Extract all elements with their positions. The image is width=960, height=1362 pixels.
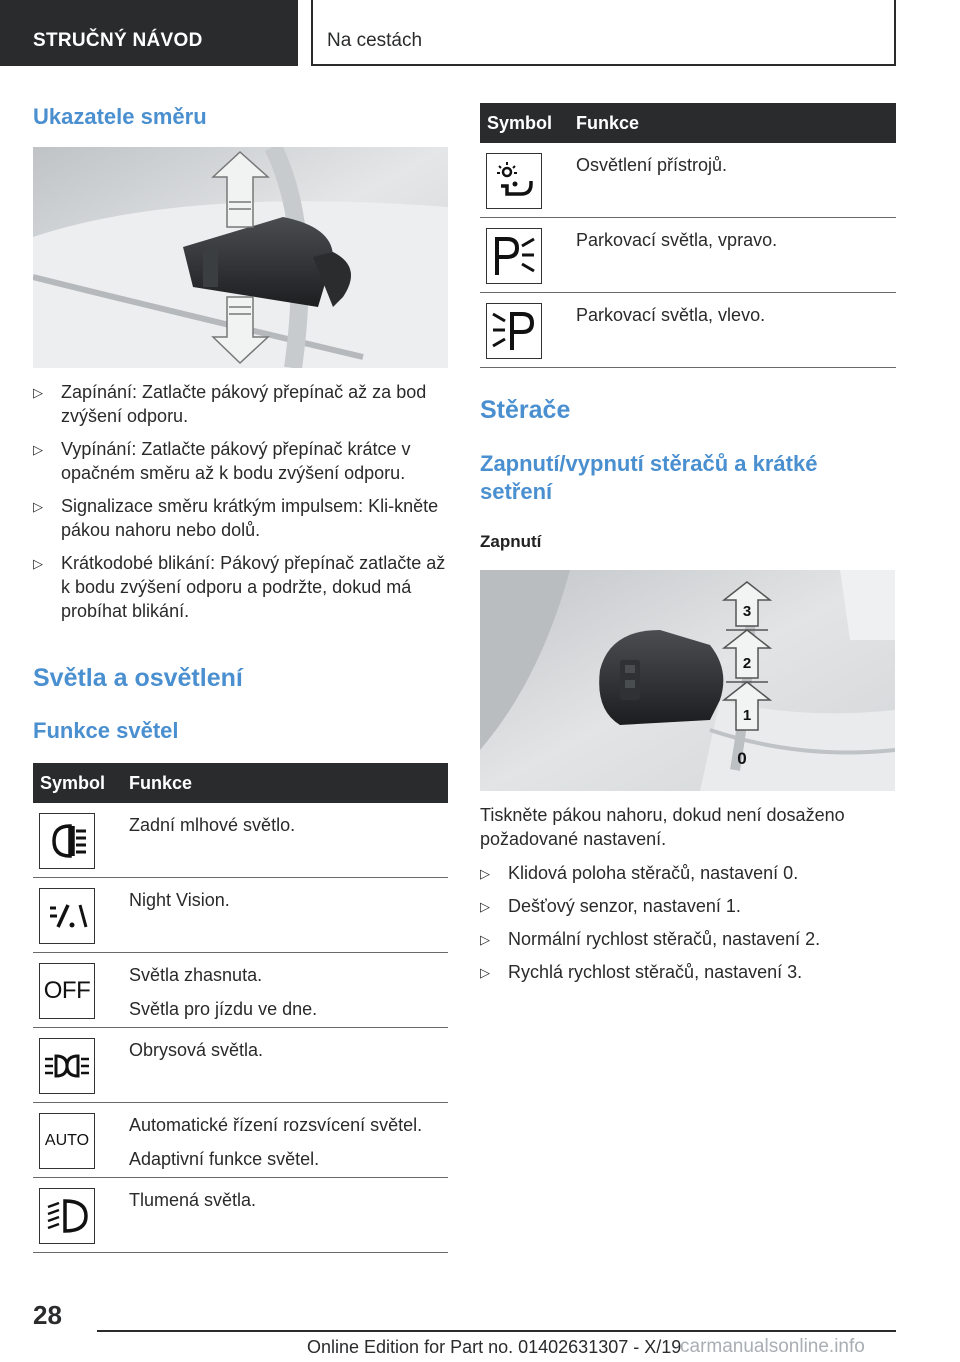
wiper-position-label: 0 bbox=[737, 749, 747, 768]
column-header-function: Funkce bbox=[576, 113, 640, 133]
bullet-arrow-icon: ▷ bbox=[33, 442, 43, 457]
bullet-arrow-icon: ▷ bbox=[480, 965, 490, 980]
light-functions-table-continued bbox=[480, 103, 896, 368]
list-item: ▷ Zapínání: Zatlačte pákový přepínač až za bod zvýšení odporu. bbox=[33, 382, 427, 426]
lights-heading: Světla a osvětlení bbox=[33, 664, 243, 692]
edition-note: Online Edition for Part no. 01402631307 - X/19 bbox=[307, 1337, 682, 1357]
table-row: OFF Světla zhasnuta. Světla pro jízdu ve dne. bbox=[33, 953, 448, 1028]
indicators-heading: Ukazatele směru bbox=[33, 104, 207, 129]
wipers-heading: Stěrače bbox=[480, 396, 571, 424]
column-header-function: Funkce bbox=[129, 773, 193, 793]
indicator-list bbox=[33, 380, 448, 632]
light-functions-table bbox=[33, 763, 448, 1253]
low-beam-icon bbox=[39, 1188, 95, 1244]
table-row: Parkovací světla, vpravo. bbox=[480, 218, 896, 293]
bullet-arrow-icon: ▷ bbox=[33, 499, 43, 514]
list-item: ▷ Vypínání: Zatlačte pákový přepínač krátce v opačném směru až k bodu zvýšení odporu. bbox=[33, 439, 411, 483]
bullet-arrow-icon: ▷ bbox=[33, 385, 43, 400]
wiper-position-label: 3 bbox=[742, 603, 752, 620]
list-item: ▷ Klidová poloha stěračů, nastavení 0. bbox=[480, 861, 896, 885]
light-functions-heading: Funkce světel bbox=[33, 718, 179, 743]
chapter-tab[interactable]: Na cestách bbox=[311, 0, 896, 66]
bullet-arrow-icon: ▷ bbox=[33, 556, 43, 571]
table-row: Zadní mlhové světlo. bbox=[33, 803, 448, 878]
bullet-arrow-icon: ▷ bbox=[480, 899, 490, 914]
wiper-position-label: 2 bbox=[742, 655, 752, 672]
night-vision-icon bbox=[39, 888, 95, 944]
table-row: Osvětlení přístrojů. bbox=[480, 143, 896, 218]
switch-on-paragraph: Tiskněte pákou nahoru, dokud není dosaženo požadované nastavení. bbox=[480, 805, 845, 849]
table-row: Parkovací světla, vlevo. bbox=[480, 293, 896, 368]
lights-off-icon: OFF bbox=[39, 963, 95, 1019]
wiper-settings-list bbox=[480, 861, 896, 993]
list-item: ▷ Rychlá rychlost stěračů, nastavení 3. bbox=[480, 960, 896, 984]
turn-signal-lever-photo bbox=[33, 147, 448, 368]
wiper-lever-photo bbox=[480, 570, 895, 791]
table-row: AUTO Automatické řízení rozsvícení světel. Adaptivní funkce světel. bbox=[33, 1103, 448, 1178]
rear-fog-light-icon bbox=[39, 813, 95, 869]
instrument-lighting-icon bbox=[486, 153, 542, 209]
parking-light-left-icon bbox=[486, 303, 542, 359]
table-row: Night Vision. bbox=[33, 878, 448, 953]
page-number: 28 bbox=[33, 1300, 62, 1330]
wipers-subheading: Zapnutí/vypnutí stěračů a krátké setření bbox=[480, 451, 818, 504]
page-header bbox=[0, 0, 960, 66]
table-row: Obrysová světla. bbox=[33, 1028, 448, 1103]
side-lights-icon bbox=[39, 1038, 95, 1094]
footer-divider bbox=[97, 1330, 896, 1332]
wiper-position-label: 1 bbox=[742, 707, 752, 724]
list-item: ▷ Krátkodobé blikání: Pákový přepínač zatlačte až k bodu zvýšení odporu a podržte, dokud má probíhat blikání. bbox=[33, 553, 446, 621]
watermark-text: carmanualsonline.info bbox=[680, 1336, 865, 1357]
list-item: ▷ Normální rychlost stěračů, nastavení 2. bbox=[480, 927, 896, 951]
column-header-symbol: Symbol bbox=[40, 773, 106, 793]
table-header bbox=[480, 103, 896, 143]
bullet-arrow-icon: ▷ bbox=[480, 932, 490, 947]
bullet-arrow-icon: ▷ bbox=[480, 866, 490, 881]
list-item: ▷ Dešťový senzor, nastavení 1. bbox=[480, 894, 896, 918]
auto-lights-icon: AUTO bbox=[39, 1113, 95, 1169]
parking-light-right-icon bbox=[486, 228, 542, 284]
list-item: ▷ Signalizace směru krátkým impulsem: Kli‐kněte pákou nahoru nebo dolů. bbox=[33, 496, 439, 540]
table-header bbox=[33, 763, 448, 803]
column-header-symbol: Symbol bbox=[487, 113, 553, 133]
section-tab[interactable]: STRUČNÝ NÁVOD bbox=[0, 0, 298, 66]
table-row: Tlumená světla. bbox=[33, 1178, 448, 1253]
switch-on-heading: Zapnutí bbox=[480, 532, 542, 551]
